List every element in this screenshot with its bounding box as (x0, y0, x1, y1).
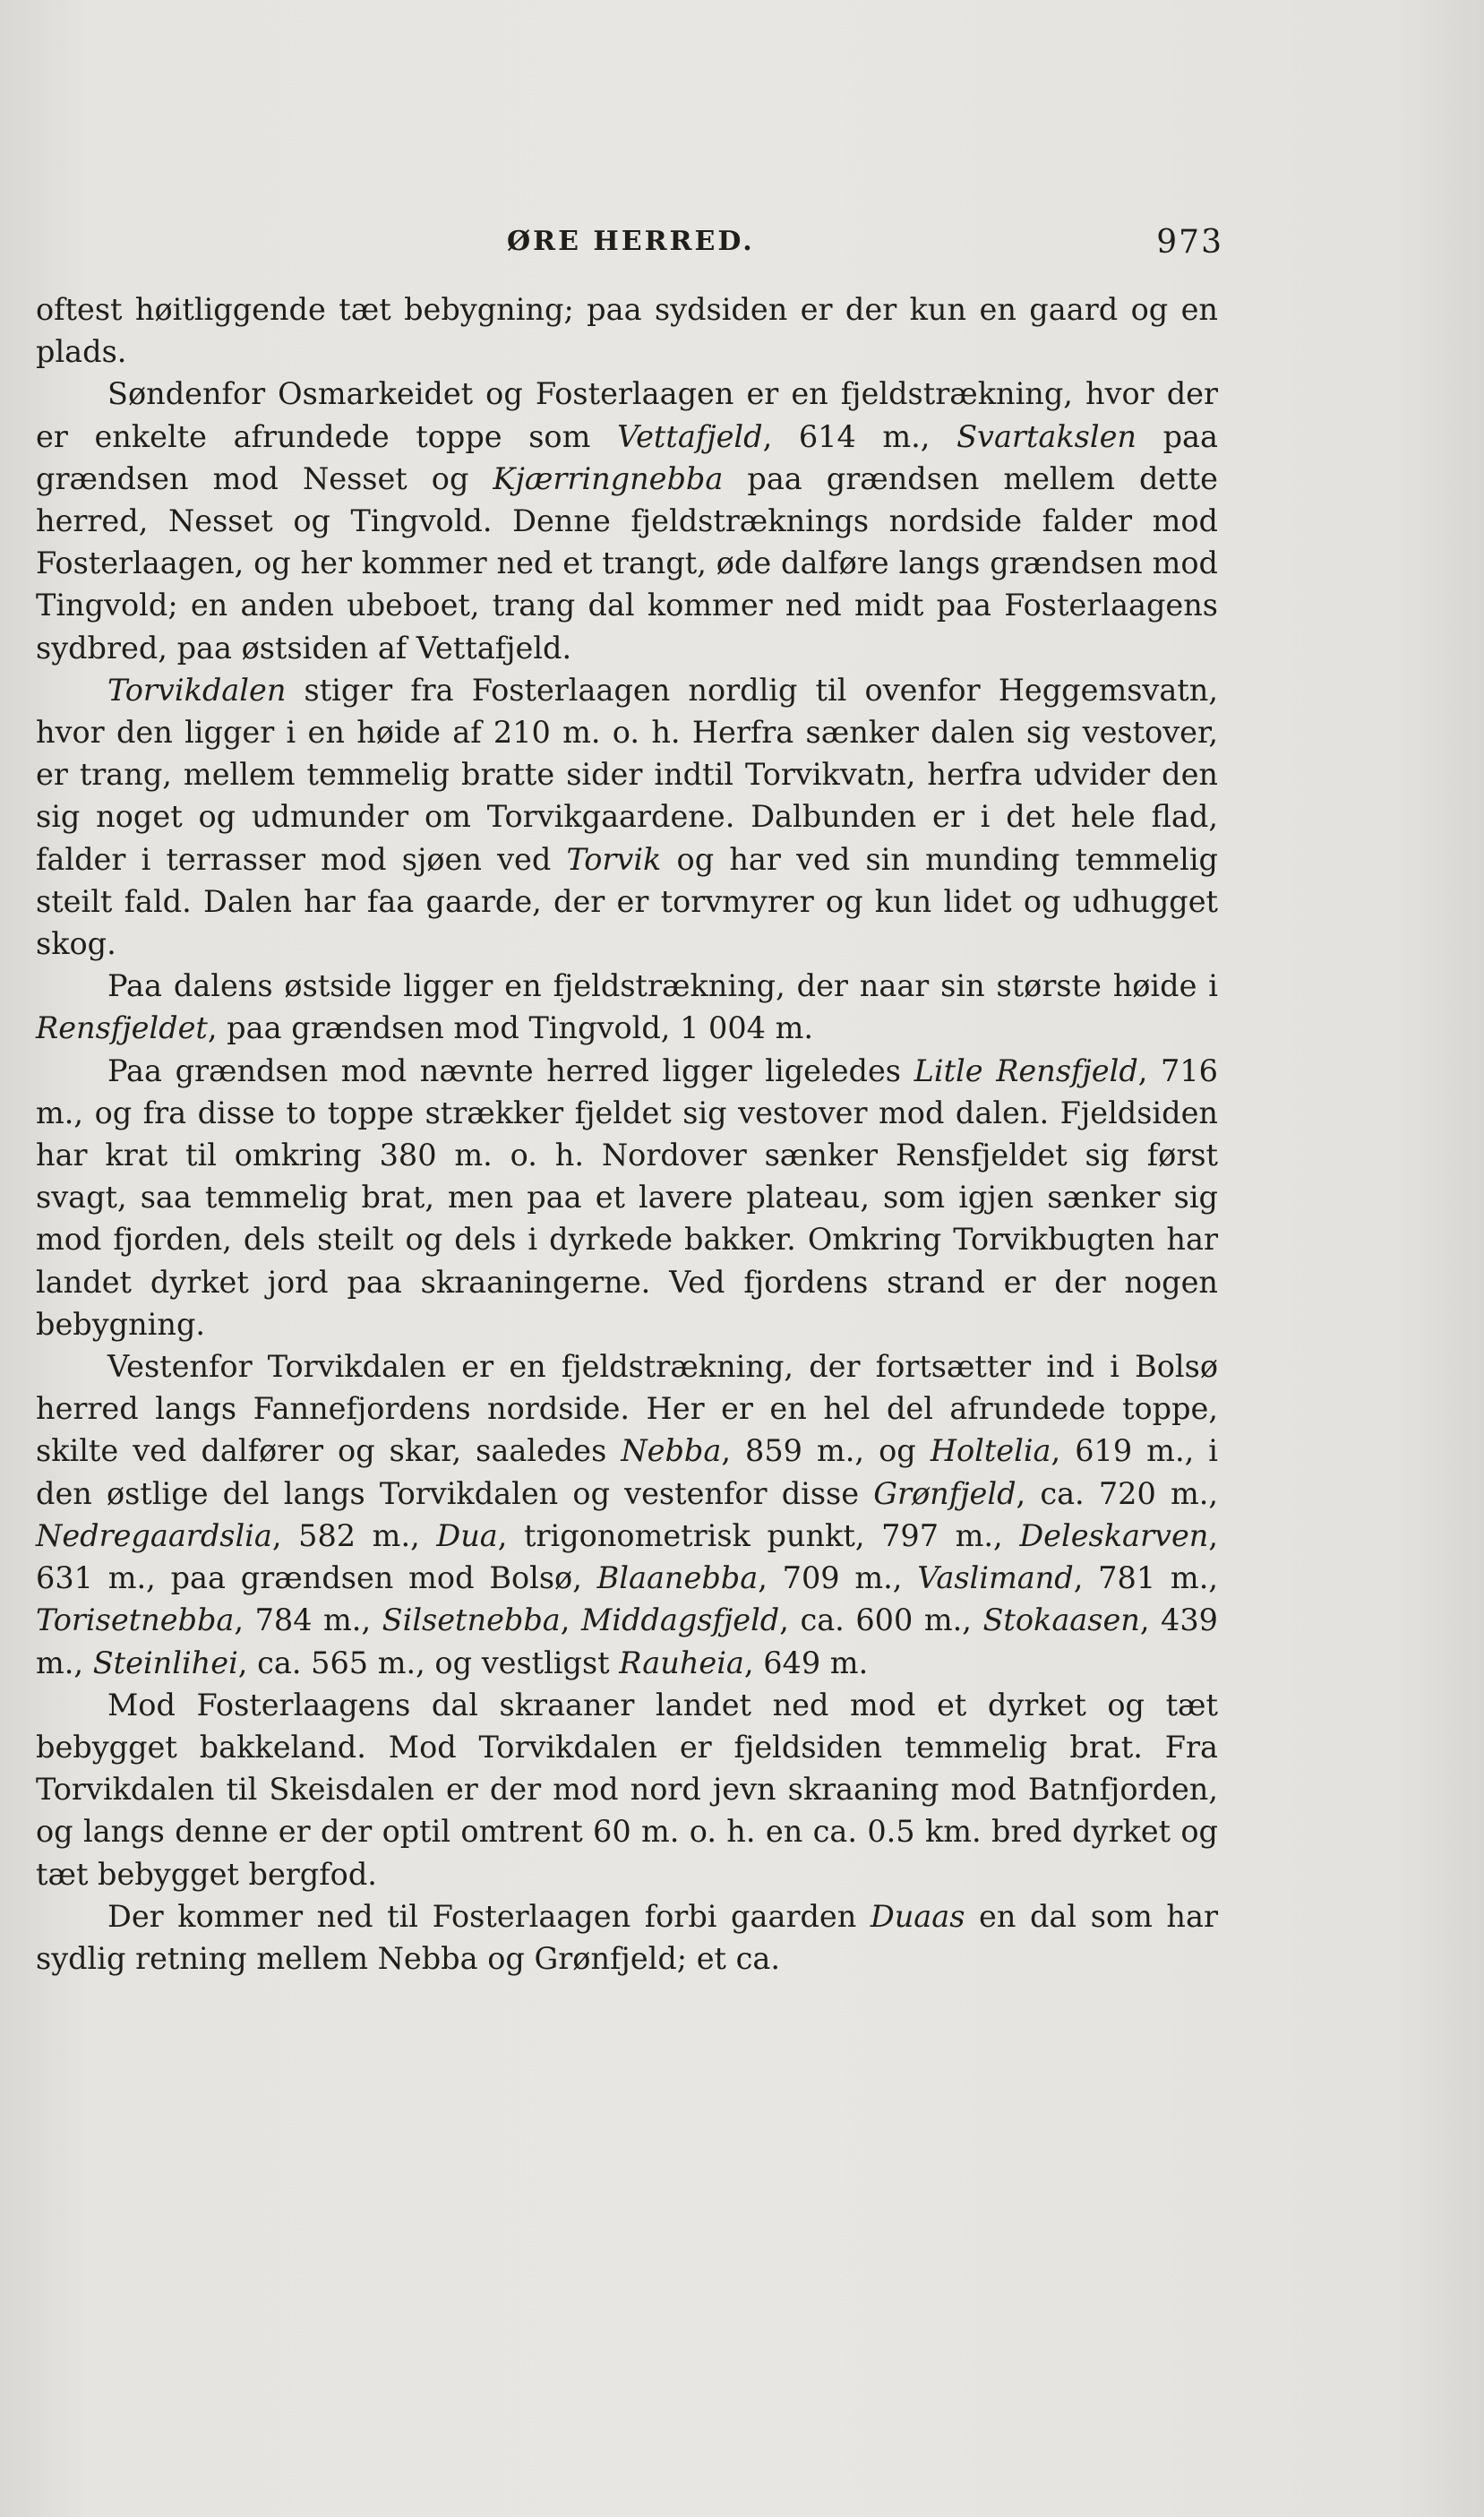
paragraph (36, 1050, 1218, 1345)
text-run: , ca. 600 m., (779, 1602, 983, 1638)
page-number: 973 (1156, 224, 1223, 261)
text-run: , 582 m., (271, 1517, 437, 1553)
italic-place-name: Deleskarven (1019, 1517, 1209, 1553)
running-head (32, 226, 1223, 262)
text-run: , ca. 720 m., (1016, 1475, 1219, 1511)
italic-place-name: Litle Rensfjeld (914, 1052, 1138, 1088)
italic-place-name: Rauheia (619, 1645, 744, 1680)
paragraph (36, 1895, 1218, 1980)
italic-place-name: Grønfjeld (873, 1475, 1016, 1511)
paragraph (36, 373, 1218, 668)
body-text (36, 288, 1218, 1980)
italic-place-name: Torisetnebba (36, 1602, 235, 1638)
text-run: Søndenfor Osmarkeidet og Fosterlaagen er en fjeldstrækning, hvor der er enkelte afrundede toppe som (36, 376, 1218, 454)
italic-place-name: Silsetnebba (382, 1602, 561, 1638)
italic-place-name: Steinlihei (92, 1645, 238, 1680)
text-run: en dal som har sydlig retning mellem Nebba og Grønfjeld; et ca. (36, 1898, 1218, 1976)
text-run: , 781 m., (1073, 1560, 1218, 1596)
italic-place-name: Holtelia (930, 1433, 1051, 1469)
text-run: Der kommer ned til Fosterlaagen forbi gaarden (107, 1898, 871, 1934)
italic-place-name: Rensfjeldet (36, 1010, 208, 1046)
italic-place-name: Nedregaardslia (36, 1517, 272, 1553)
text-run: , 709 m., (758, 1560, 918, 1596)
text-run: , paa grændsen mod Tingvold, 1 004 m. (207, 1010, 814, 1046)
italic-place-name: Nebba (621, 1433, 722, 1469)
text-run: Vestenfor Torvikdalen er en fjeldstrækning, der fortsætter ind i Bolsø herred langs Fannefjordens nordside. Her er en hel del afrundede toppe, skilte ved dalfører og skar, saaledes (36, 1349, 1218, 1469)
text-run: , 631 m., paa grændsen mod Bolsø, (36, 1517, 1218, 1596)
text-run: Paa grændsen mod nævnte herred ligger ligeledes (107, 1052, 914, 1088)
text-run: stiger fra Fosterlaagen nordlig til ovenfor Heggemsvatn, hvor den ligger i en høide af 210 m. o. h. Herfra sænker dalen sig vestover, er trang, mellem temmelig bratte sider indtil Torvikvatn, herfra udvider den sig noget og udmunder om Torvikgaardene. Dalbunden er i det hele flad, falder i terrasser mod sjøen ved (36, 672, 1218, 877)
text-run: , 716 m., og fra disse to toppe strækker fjeldet sig vestover mod dalen. Fjeldsiden har krat til omkring 380 m. o. h. Nordover sænker Rensfjeldet sig først svagt, saa temmelig brat, men paa et lavere plateau, som igjen sænker sig mod fjorden, dels steilt og dels i dyrkede bakker. Omkring Torvikbugten har landet dyrket jord paa skraaningerne. Ved fjordens strand er der nogen bebygning. (36, 1052, 1218, 1342)
text-run: , 614 m., (762, 418, 957, 454)
text-run: paa grændsen mod Nesset og (36, 418, 1218, 496)
italic-place-name: Vettafjeld (616, 418, 763, 454)
italic-place-name: Torvikdalen (107, 672, 287, 708)
text-run: , 619 m., i den østlige del langs Torvikdalen og vestenfor disse (36, 1433, 1218, 1511)
text-run: , (560, 1602, 581, 1638)
text-run: oftest høitliggende tæt bebygning; paa sydsiden er der kun en gaard og en plads. (36, 292, 1218, 370)
italic-place-name: Blaanebba (596, 1560, 759, 1596)
text-run: og har ved sin munding temmelig steilt fald. Dalen har faa gaarde, der er torvmyrer og kun lidet og udhugget skog. (36, 841, 1218, 962)
italic-place-name: Middagsfjeld (580, 1602, 780, 1638)
italic-place-name: Torvik (566, 841, 662, 877)
text-run: Mod Fosterlaagens dal skraaner landet ned mod et dyrket og tæt bebygget bakkeland. Mod Torvikdalen er fjeldsiden temmelig brat. Fra Torvikdalen til Skeisdalen er der mod nord jevn skraaning mod Batnfjorden, og langs denne er der optil omtrent 60 m. o. h. en ca. 0.5 km. bred dyrket og tæt bebygget bergfod. (36, 1687, 1218, 1892)
running-title: ØRE HERRED. (507, 226, 755, 257)
italic-place-name: Vaslimand (917, 1560, 1074, 1596)
text-run: , ca. 565 m., og vestligst (237, 1645, 620, 1680)
text-run: , 784 m., (234, 1602, 382, 1638)
italic-place-name: Duaas (870, 1898, 965, 1934)
italic-place-name: Kjærringnebba (493, 460, 724, 496)
text-run: , 859 m., og (721, 1433, 931, 1469)
paragraph (36, 1684, 1218, 1895)
text-run: , trigonometrisk punkt, 797 m., (497, 1517, 1020, 1553)
italic-place-name: Dua (436, 1517, 498, 1553)
italic-place-name: Stokaasen (982, 1602, 1140, 1638)
text-run: Paa dalens østside ligger en fjeldstrækning, der naar sin største høide i (107, 968, 1218, 1004)
text-run: paa grændsen mellem dette herred, Nesset og Tingvold. Denne fjeldstræknings nordside falder mod Fosterlaagen, og her kommer ned et trangt, øde dalføre langs grændsen mod Tingvold; en anden ubeboet, trang dal kommer ned midt paa Fosterlaagens sydbred, paa østsiden af Vettafjeld. (36, 460, 1218, 666)
paragraph (36, 965, 1218, 1049)
paragraph (36, 669, 1218, 965)
paragraph (36, 288, 1218, 373)
text-run: , 649 m. (743, 1645, 869, 1680)
italic-place-name: Svartakslen (956, 418, 1137, 454)
paragraph (36, 1345, 1218, 1684)
text-run: , 439 m., (36, 1602, 1218, 1680)
